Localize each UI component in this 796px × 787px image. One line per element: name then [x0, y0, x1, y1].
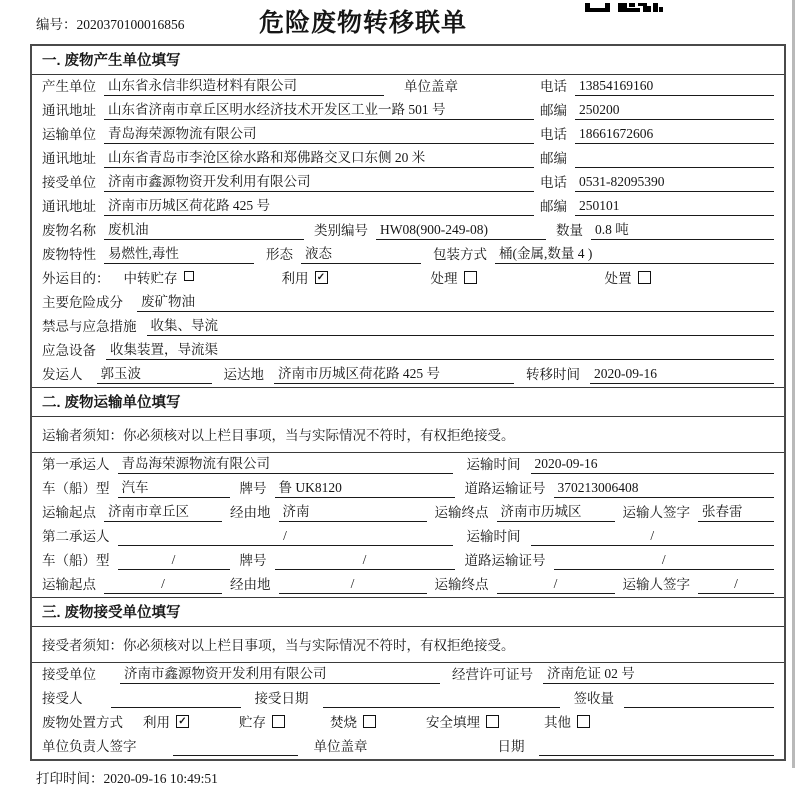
row-transporter-address — [32, 147, 784, 171]
unit-seal-label: 单位盖章 — [313, 739, 368, 754]
accept-unit-value: 济南市鑫源物资开发利用有限公司 — [120, 665, 440, 684]
section-producer — [32, 46, 784, 387]
disposal-label: 废物处置方式 — [42, 715, 123, 730]
producer-zip-value: 250200 — [575, 101, 774, 120]
carrier2-permit-label: 道路运输证号 — [464, 553, 546, 568]
carrier2-time-label: 运输时间 — [466, 529, 521, 544]
viewer-page-edge — [792, 0, 795, 768]
row-transporter — [32, 123, 784, 147]
row-disposal-method — [32, 711, 784, 735]
carrier1-name-label: 第一承运人 — [42, 457, 110, 472]
waste-packing-value: 桶(金属,数量 4 ) — [495, 245, 774, 264]
license-value: 济南危证 02 号 — [543, 665, 774, 684]
carrier2-plate-label: 牌号 — [239, 553, 267, 568]
receive-notice: 接受者须知：你必须核对以上栏目事项，当与实际情况不符时，有权拒绝接受。 — [32, 627, 784, 663]
carrier1-terminus-value: 济南市历城区 — [497, 503, 615, 522]
receipt-qty-label: 签收量 — [573, 691, 614, 706]
transporter-address-value: 山东省青岛市李沧区徐水路和郑佛路交叉口东侧 20 米 — [104, 149, 534, 168]
carrier1-permit-label: 道路运输证号 — [464, 481, 546, 496]
receiver-zip-label: 邮编 — [540, 199, 567, 214]
waste-category-label: 类别编号 — [314, 223, 368, 238]
purpose-utilize-label: 利用 — [281, 271, 309, 286]
print-time-value: 2020-09-16 10:49:51 — [103, 771, 218, 786]
receiver-phone-value: 0531-82095390 — [575, 173, 774, 192]
purpose-transit-storage-checkbox — [184, 271, 194, 281]
transporter-address-label: 通讯地址 — [42, 151, 96, 166]
carrier1-via-value: 济南 — [279, 503, 427, 522]
transporter-phone-value: 18661672606 — [575, 125, 774, 144]
receiver-phone-label: 电话 — [540, 175, 567, 190]
producer-zip-label: 邮编 — [540, 103, 567, 118]
waste-name-label: 废物名称 — [42, 223, 96, 238]
carrier2-sign-label: 运输人签字 — [622, 577, 690, 592]
waste-quantity-label: 数量 — [556, 223, 583, 238]
qr-code-fragment — [585, 0, 663, 16]
disposal-incinerate-checkbox — [363, 715, 376, 728]
carrier1-permit-value: 370213006408 — [554, 479, 775, 498]
hazard-label: 主要危险成分 — [42, 295, 123, 310]
purpose-label: 外运目的： — [42, 271, 110, 286]
receiver-address-label: 通讯地址 — [42, 199, 96, 214]
transfer-time-label: 转移时间 — [526, 367, 580, 382]
dispatcher-label: 发运人 — [42, 367, 83, 382]
row-receiver-address — [32, 195, 784, 219]
row-hazard-component — [32, 291, 784, 315]
carrier2-sign-value: / — [698, 575, 774, 594]
responsible-sign-value — [173, 738, 298, 756]
disposal-incinerate-label: 焚烧 — [330, 715, 357, 730]
carrier1-plate-label: 牌号 — [239, 481, 267, 496]
disposal-other-label: 其他 — [544, 715, 571, 730]
accept-unit-label: 接受单位 — [42, 667, 96, 682]
carrier2-origin-label: 运输起点 — [42, 577, 96, 592]
section-receiver — [32, 597, 784, 759]
carrier1-sign-value: 张春雷 — [698, 503, 774, 522]
carrier1-time-label: 运输时间 — [466, 457, 521, 472]
carrier2-vehicle-value: / — [118, 551, 230, 570]
section1-title: 一. 废物产生单位填写 — [32, 46, 784, 75]
transfer-time-value: 2020-09-16 — [590, 365, 774, 384]
disposal-utilize-checkbox: ✓ — [176, 715, 189, 728]
emergency-equipment-label: 应急设备 — [42, 343, 96, 358]
disposal-store-label: 贮存 — [239, 715, 266, 730]
row-waste-traits — [32, 243, 784, 267]
producer-label: 产生单位 — [42, 79, 96, 94]
row-accept-unit — [32, 663, 784, 687]
destination-value: 济南市历城区荷花路 425 号 — [274, 365, 514, 384]
carrier2-origin-value: / — [104, 575, 222, 594]
hazard-value: 废矿物油 — [137, 293, 774, 312]
disposal-store-checkbox — [272, 715, 285, 728]
emergency-measures-value: 收集、导流 — [147, 317, 775, 336]
license-label: 经营许可证号 — [452, 667, 533, 682]
sign-date-value — [539, 738, 775, 756]
transporter-zip-label: 邮编 — [540, 151, 567, 166]
producer-seal-label: 单位盖章 — [404, 79, 458, 94]
responsible-sign-label: 单位负责人签字 — [42, 739, 137, 754]
row-receiver — [32, 171, 784, 195]
section2-title: 二. 废物运输单位填写 — [32, 388, 784, 417]
row-emergency-equipment — [32, 339, 784, 363]
row-carrier2-route — [32, 573, 784, 597]
transporter-zip-value — [575, 150, 774, 168]
transport-notice: 运输者须知：你必须核对以上栏目事项，当与实际情况不符时，有权拒绝接受。 — [32, 417, 784, 453]
carrier1-vehicle-value: 汽车 — [118, 479, 230, 498]
accept-date-value — [323, 690, 560, 708]
waste-traits-label: 废物特性 — [42, 247, 96, 262]
carrier1-origin-value: 济南市章丘区 — [104, 503, 222, 522]
serial-value: 2020370100016856 — [76, 17, 185, 32]
row-carrier1-route — [32, 501, 784, 525]
acceptor-label: 接受人 — [42, 691, 83, 706]
producer-phone-value: 13854169160 — [575, 77, 774, 96]
manifest-form — [30, 44, 786, 761]
producer-address-label: 通讯地址 — [42, 103, 96, 118]
row-dispatch — [32, 363, 784, 387]
carrier2-via-label: 经由地 — [230, 577, 271, 592]
waste-form-label: 形态 — [266, 247, 293, 262]
carrier1-sign-label: 运输人签字 — [622, 505, 690, 520]
producer-phone-label: 电话 — [540, 79, 567, 94]
waste-category-value: HW08(900-249-08) — [376, 221, 546, 240]
waste-packing-label: 包装方式 — [433, 247, 487, 262]
receipt-qty-value — [624, 690, 774, 708]
carrier1-plate-value: 鲁 UK8120 — [275, 479, 455, 498]
purpose-dispose-label: 处置 — [604, 271, 632, 286]
producer-address-value: 山东省济南市章丘区明水经济技术开发区工业一路 501 号 — [104, 101, 534, 120]
receiver-label: 接受单位 — [42, 175, 96, 190]
purpose-treat-checkbox — [464, 271, 477, 284]
accept-date-label: 接受日期 — [254, 691, 309, 706]
sign-date-label: 日期 — [497, 739, 525, 754]
section-transport — [32, 387, 784, 597]
row-carrier1 — [32, 453, 784, 477]
print-time-label: 打印时间： — [36, 771, 104, 786]
row-waste-name — [32, 219, 784, 243]
carrier1-origin-label: 运输起点 — [42, 505, 96, 520]
page-title: 危险废物转移联单 — [258, 9, 467, 37]
emergency-equipment-value: 收集装置，导流渠 — [106, 341, 774, 360]
waste-name-value: 废机油 — [104, 221, 304, 240]
disposal-landfill-label: 安全填埋 — [426, 715, 480, 730]
row-carrier2-vehicle — [32, 549, 784, 573]
receiver-address-value: 济南市历城区荷花路 425 号 — [104, 197, 534, 216]
row-carrier2 — [32, 525, 784, 549]
waste-form-value: 液态 — [301, 245, 421, 264]
row-transfer-purpose — [32, 267, 784, 291]
carrier1-time-value: 2020-09-16 — [531, 455, 775, 474]
carrier1-via-label: 经由地 — [230, 505, 271, 520]
carrier1-name-value: 青岛海荣源物流有限公司 — [118, 455, 453, 474]
row-emergency-measures — [32, 315, 784, 339]
waste-quantity-value: 0.8 吨 — [591, 221, 774, 240]
emergency-measures-label: 禁忌与应急措施 — [42, 319, 137, 334]
carrier2-permit-value: / — [554, 551, 775, 570]
document-header — [0, 0, 796, 44]
producer-value: 山东省永信非织造材料有限公司 — [104, 77, 384, 96]
acceptor-value — [111, 690, 241, 708]
dispatcher-value: 郭玉波 — [97, 365, 212, 384]
carrier2-time-value: / — [531, 527, 775, 546]
receiver-zip-value: 250101 — [575, 197, 774, 216]
carrier2-vehicle-label: 车（船）型 — [42, 553, 110, 568]
waste-traits-value: 易燃性,毒性 — [104, 245, 254, 264]
receiver-value: 济南市鑫源物资开发利用有限公司 — [104, 173, 534, 192]
carrier2-terminus-value: / — [497, 575, 615, 594]
row-producer — [32, 75, 784, 99]
purpose-dispose-checkbox — [638, 271, 651, 284]
disposal-other-checkbox — [577, 715, 590, 728]
serial-label: 编号： — [36, 17, 77, 32]
transporter-label: 运输单位 — [42, 127, 96, 142]
carrier2-plate-value: / — [275, 551, 455, 570]
section3-title: 三. 废物接受单位填写 — [32, 598, 784, 627]
carrier2-name-value: / — [118, 527, 453, 546]
transporter-phone-label: 电话 — [540, 127, 567, 142]
row-producer-address — [32, 99, 784, 123]
row-acceptance — [32, 687, 784, 711]
carrier2-via-value: / — [279, 575, 427, 594]
carrier1-terminus-label: 运输终点 — [434, 505, 489, 520]
disposal-landfill-checkbox — [486, 715, 499, 728]
transporter-value: 青岛海荣源物流有限公司 — [104, 125, 534, 144]
purpose-utilize-checkbox: ✓ — [315, 271, 328, 284]
row-signoff — [32, 735, 784, 759]
carrier2-name-label: 第二承运人 — [42, 529, 110, 544]
disposal-utilize-label: 利用 — [143, 715, 170, 730]
destination-label: 运达地 — [223, 367, 264, 382]
carrier2-terminus-label: 运输终点 — [434, 577, 489, 592]
print-time — [36, 767, 796, 787]
row-carrier1-vehicle — [32, 477, 784, 501]
purpose-transit-storage-label: 中转贮存 — [123, 271, 178, 286]
carrier1-vehicle-label: 车（船）型 — [42, 481, 110, 496]
purpose-treat-label: 处理 — [430, 271, 458, 286]
